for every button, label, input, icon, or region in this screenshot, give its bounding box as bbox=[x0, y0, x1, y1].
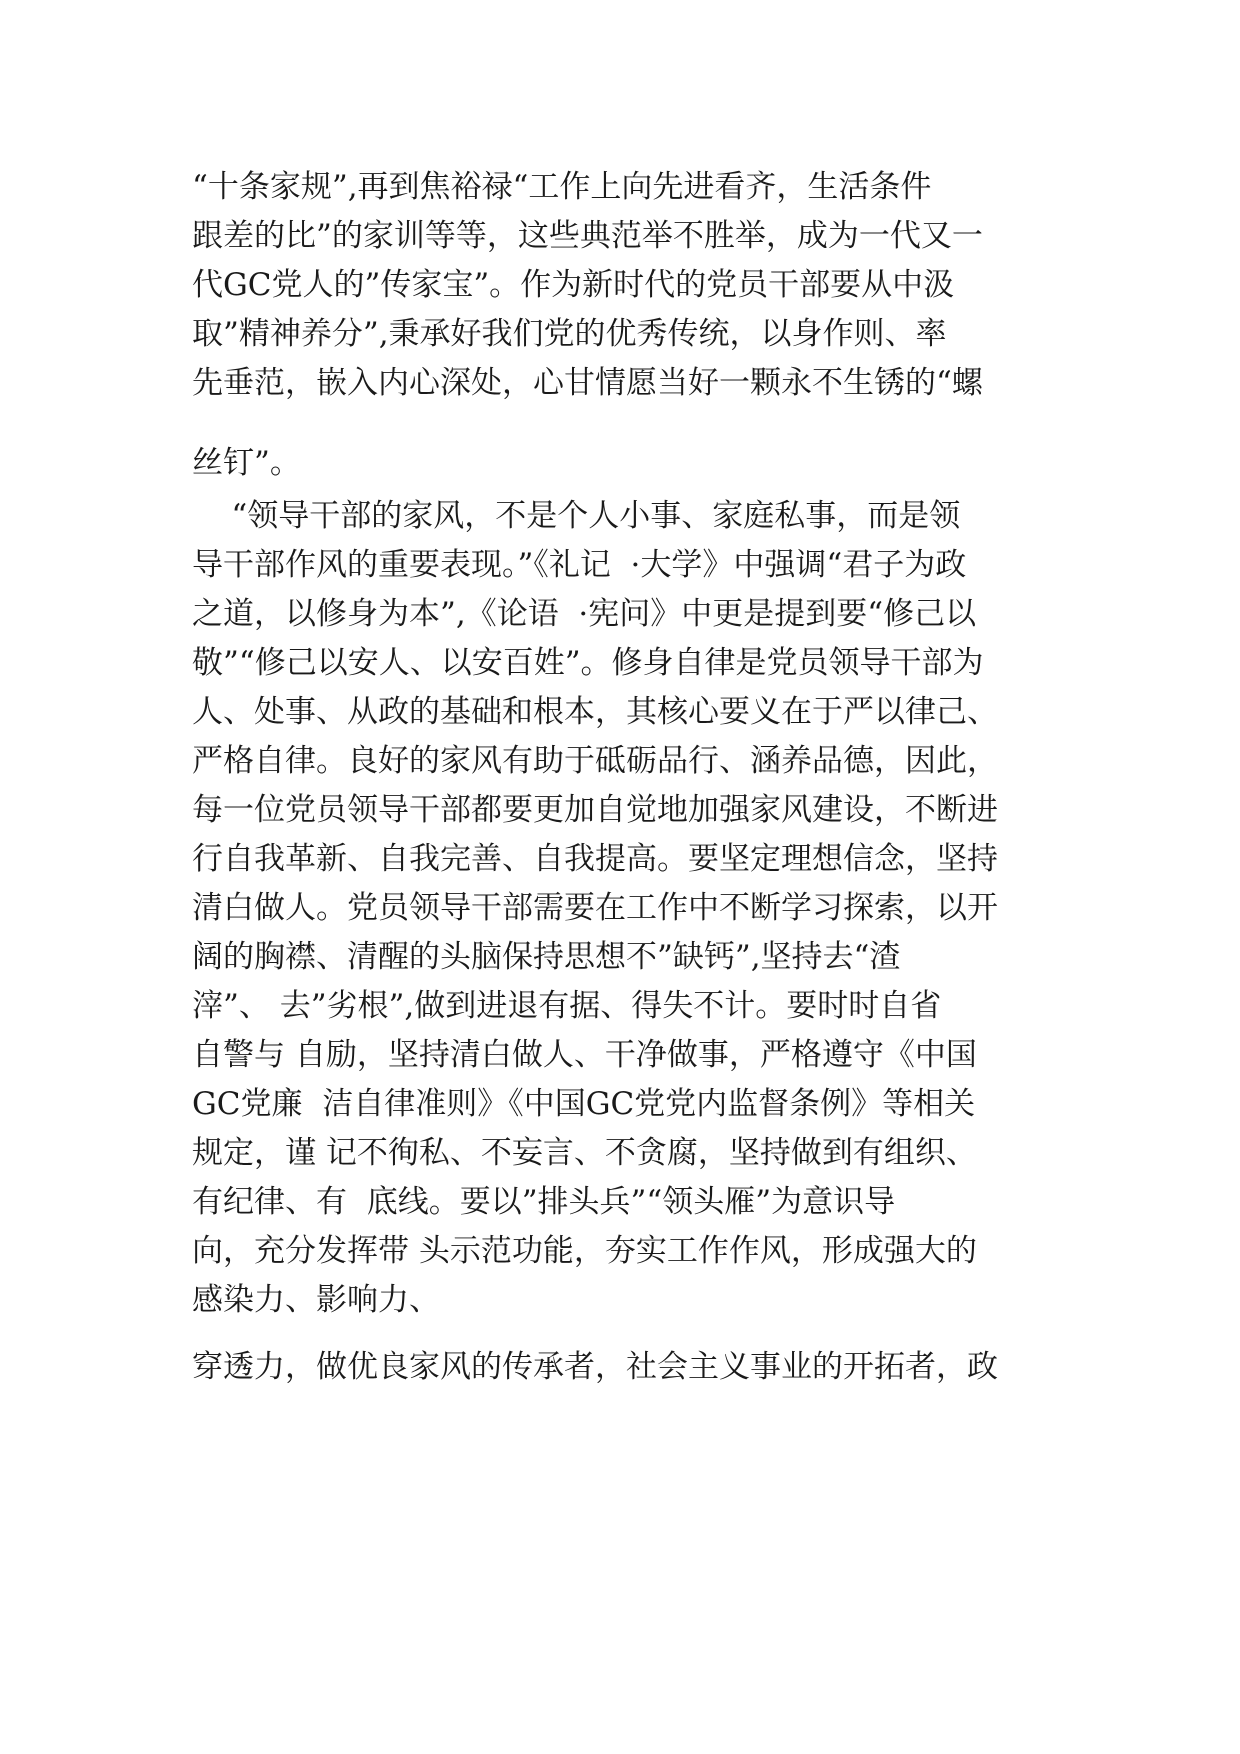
line-spacer bbox=[192, 1325, 1072, 1343]
text-line: 感染力、影响力、 bbox=[192, 1282, 440, 1318]
text-line: “领导干部的家风，不是个人小事、家庭私事，而是领 bbox=[192, 498, 961, 534]
text-line: 跟差的比”的家训等等，这些典范举不胜举，成为一代又一 bbox=[192, 218, 983, 254]
text-line: 之道，以修身为本”,《论语 ·宪问》中更是提到要“修己以 bbox=[192, 596, 977, 632]
text-line: “十条家规”,再到焦裕禄“工作上向先进看齐，生活条件 bbox=[192, 169, 932, 205]
text-line: 代GC党人的”传家宝”。作为新时代的党员干部要从中汲 bbox=[192, 267, 955, 303]
text-line: 自警与 自励，坚持清白做人、干净做事，严格遵守《中国 bbox=[192, 1037, 977, 1073]
text-line: 每一位党员领导干部都要更加自觉地加强家风建设，不断进 bbox=[192, 792, 998, 828]
text-line: 向，充分发挥带 头示范功能，夯实工作作风，形成强大的 bbox=[192, 1233, 977, 1269]
text-line: 取”精神养分”,秉承好我们党的优秀传统，以身作则、率 bbox=[192, 316, 947, 352]
text-line: 敬”“修己以安人、以安百姓”。修身自律是党员领导干部为 bbox=[192, 645, 984, 681]
text-line: 规定，谨 记不徇私、不妄言、不贪腐，坚持做到有组织、 bbox=[192, 1135, 977, 1171]
text-line: GC党廉 洁自律准则》《中国GC党党内监督条例》等相关 bbox=[192, 1086, 976, 1122]
text-line: 有纪律、有 底线。要以”排头兵”“领头雁”为意识导 bbox=[192, 1184, 896, 1220]
text-line: 先垂范，嵌入内心深处，心甘情愿当好一颗永不生锈的“螺 bbox=[192, 365, 983, 401]
line-spacer bbox=[192, 408, 1072, 439]
text-line: 清白做人。党员领导干部需要在工作中不断学习探索，以开 bbox=[192, 890, 998, 926]
text-line: 滓”、 去”劣根”,做到进退有据、得失不计。要时时自省 bbox=[192, 988, 942, 1024]
text-line: 丝钉”。 bbox=[192, 445, 301, 481]
text-line: 人、处事、从政的基础和根本，其核心要义在于严以律己、 bbox=[192, 694, 998, 730]
document-body bbox=[192, 163, 1072, 1392]
text-line: 行自我革新、自我完善、自我提高。要坚定理想信念，坚持 bbox=[192, 841, 998, 877]
text-line: 阔的胸襟、清醒的头脑保持思想不”缺钙”,坚持去“渣 bbox=[192, 939, 901, 975]
text-line: 导干部作风的重要表现。”《礼记 ·大学》中强调“君子为政 bbox=[192, 547, 967, 583]
text-line: 穿透力，做优良家风的传承者，社会主义事业的开拓者，政 bbox=[192, 1349, 998, 1385]
text-line: 严格自律。良好的家风有助于砥砺品行、涵养品德，因此， bbox=[192, 743, 998, 779]
